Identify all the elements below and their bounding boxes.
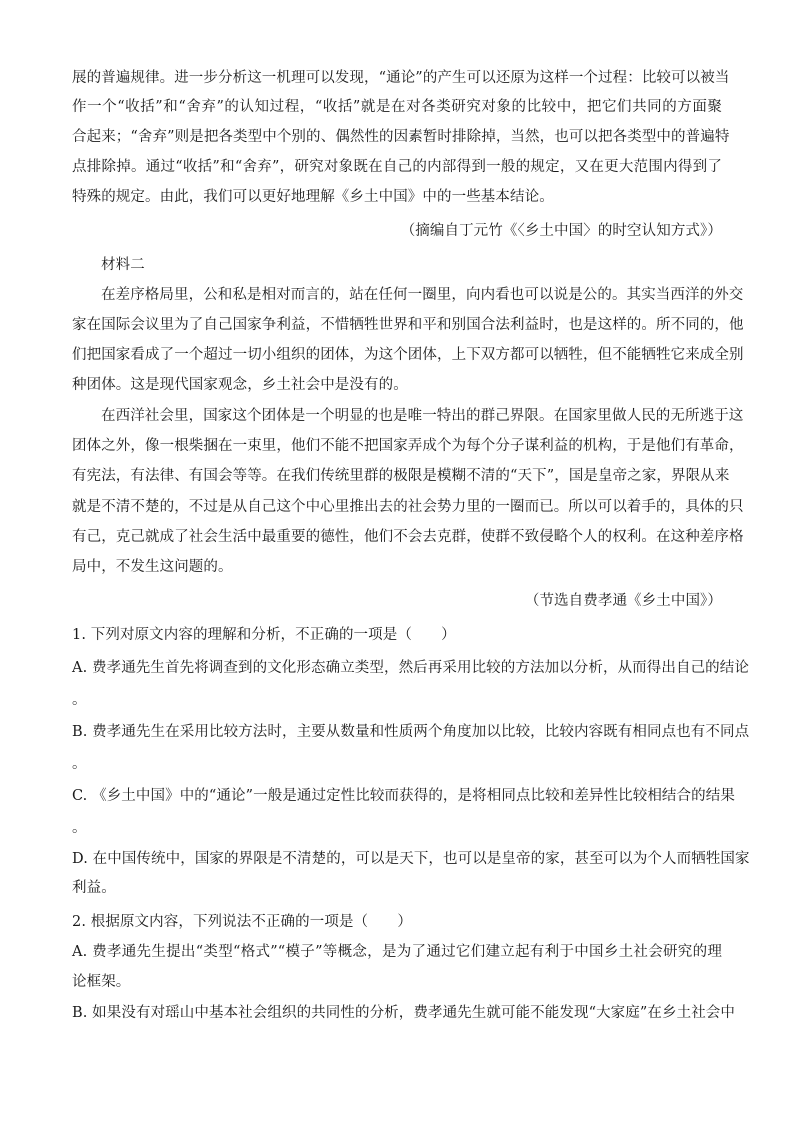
text-line: 就是不清不楚的，不过是从自己这个中心里推出去的社会势力里的一圈而已。所以可以着手的，具体的只 — [72, 499, 744, 515]
text-line: 特殊的规定。由此，我们可以更好地理解《乡土中国》中的一些基本结论。 — [72, 189, 554, 205]
text-line: 。 — [72, 692, 87, 708]
section-heading: 材料二 — [101, 257, 145, 273]
option-a: A. 费孝通先生提出“类型“格式”“模子”等概念，是为了通过它们建立起有利于中国乡土社会研究的理 — [72, 944, 722, 960]
source-citation: （摘编自丁元竹《〈乡土中国〉的时空认知方式》） — [400, 223, 722, 239]
text-line: 团体之外，像一根柴捆在一束里，他们不能不把国家弄成个为每个分子谋利益的机构，于是他们有革命， — [72, 438, 744, 454]
text-line: 论框架。 — [72, 974, 131, 990]
text-line: 种团体。这是现代国家观念，乡土社会中是没有的。 — [72, 377, 408, 393]
option-c: C. 《乡土中国》中的“通论”一般是通过定性比较而获得的，是将相同点比较和差异性比较相结合的结果 — [72, 788, 735, 804]
question-stem: 2. 根据原文内容，下列说法不正确的一项是（ ） — [72, 914, 412, 930]
text-line: 在差序格局里，公和私是相对而言的，站在任何一圈里，向内看也可以说是公的。其实当西洋的外交 — [101, 287, 744, 303]
source-citation: （节选自费孝通《乡土中国》） — [524, 593, 722, 609]
option-b: B. 费孝通先生在采用比较方法时，主要从数量和性质两个角度加以比较，比较内容既有相同点也有不同点 — [72, 724, 750, 740]
text-line: 。 — [72, 756, 87, 772]
text-line: 利益。 — [72, 880, 116, 896]
text-line: 局中，不发生这问题的。 — [72, 559, 233, 575]
text-line: 作一个“收括”和“舍弃”的认知过程，“收括”就是在对各类研究对象的比较中，把它们共同的方面聚 — [72, 99, 722, 115]
text-line: 合起来；“舍弃”则是把各类型中个别的、偶然性的因素暂时排除掉，当然，也可以把各类型中的普遍特 — [72, 129, 730, 145]
text-line: 有宪法，有法律、有国会等等。在我们传统里群的极限是模糊不清的“天下”，国是皇帝之家，界限从来 — [72, 468, 730, 484]
text-line: 展的普遍规律。进一步分析这一机理可以发现，“通论”的产生可以还原为这样一个过程：比较可以被当 — [72, 70, 730, 86]
text-line: 。 — [72, 820, 87, 836]
text-line: 在西洋社会里，国家这个团体是一个明显的也是唯一特出的群己界限。在国家里做人民的无所逃于这 — [101, 408, 744, 424]
text-line: 点排除掉。通过“收括”和“舍弃”，研究对象既在自己的内部得到一般的规定，又在更大范围内得到了 — [72, 159, 722, 175]
option-a: A. 费孝通先生首先将调查到的文化形态确立类型，然后再采用比较的方法加以分析，从而得出自己的结论 — [72, 660, 749, 676]
text-line: 们把国家看成了一个超过一切小组织的团体，为这个团体，上下双方都可以牺牲，但不能牺牲它来成全别 — [72, 347, 744, 363]
question-stem: 1. 下列对原文内容的理解和分析，不正确的一项是（ ） — [72, 627, 456, 643]
text-line: 有己，克己就成了社会生活中最重要的德性，他们不会去克群，使群不致侵略个人的权利。在这种差序格 — [72, 529, 744, 545]
option-d: D. 在中国传统中，国家的界限是不清楚的，可以是天下，也可以是皇帝的家，甚至可以为个人而牺牲国家 — [72, 851, 750, 867]
option-b: B. 如果没有对瑶山中基本社会组织的共同性的分析，费孝通先生就可能不能发现“大家庭”在乡土社会中 — [72, 1005, 735, 1021]
text-line: 家在国际会议里为了自己国家争利益，不惜牺牲世界和平和别国合法利益时，也是这样的。所不同的，他 — [72, 317, 744, 333]
